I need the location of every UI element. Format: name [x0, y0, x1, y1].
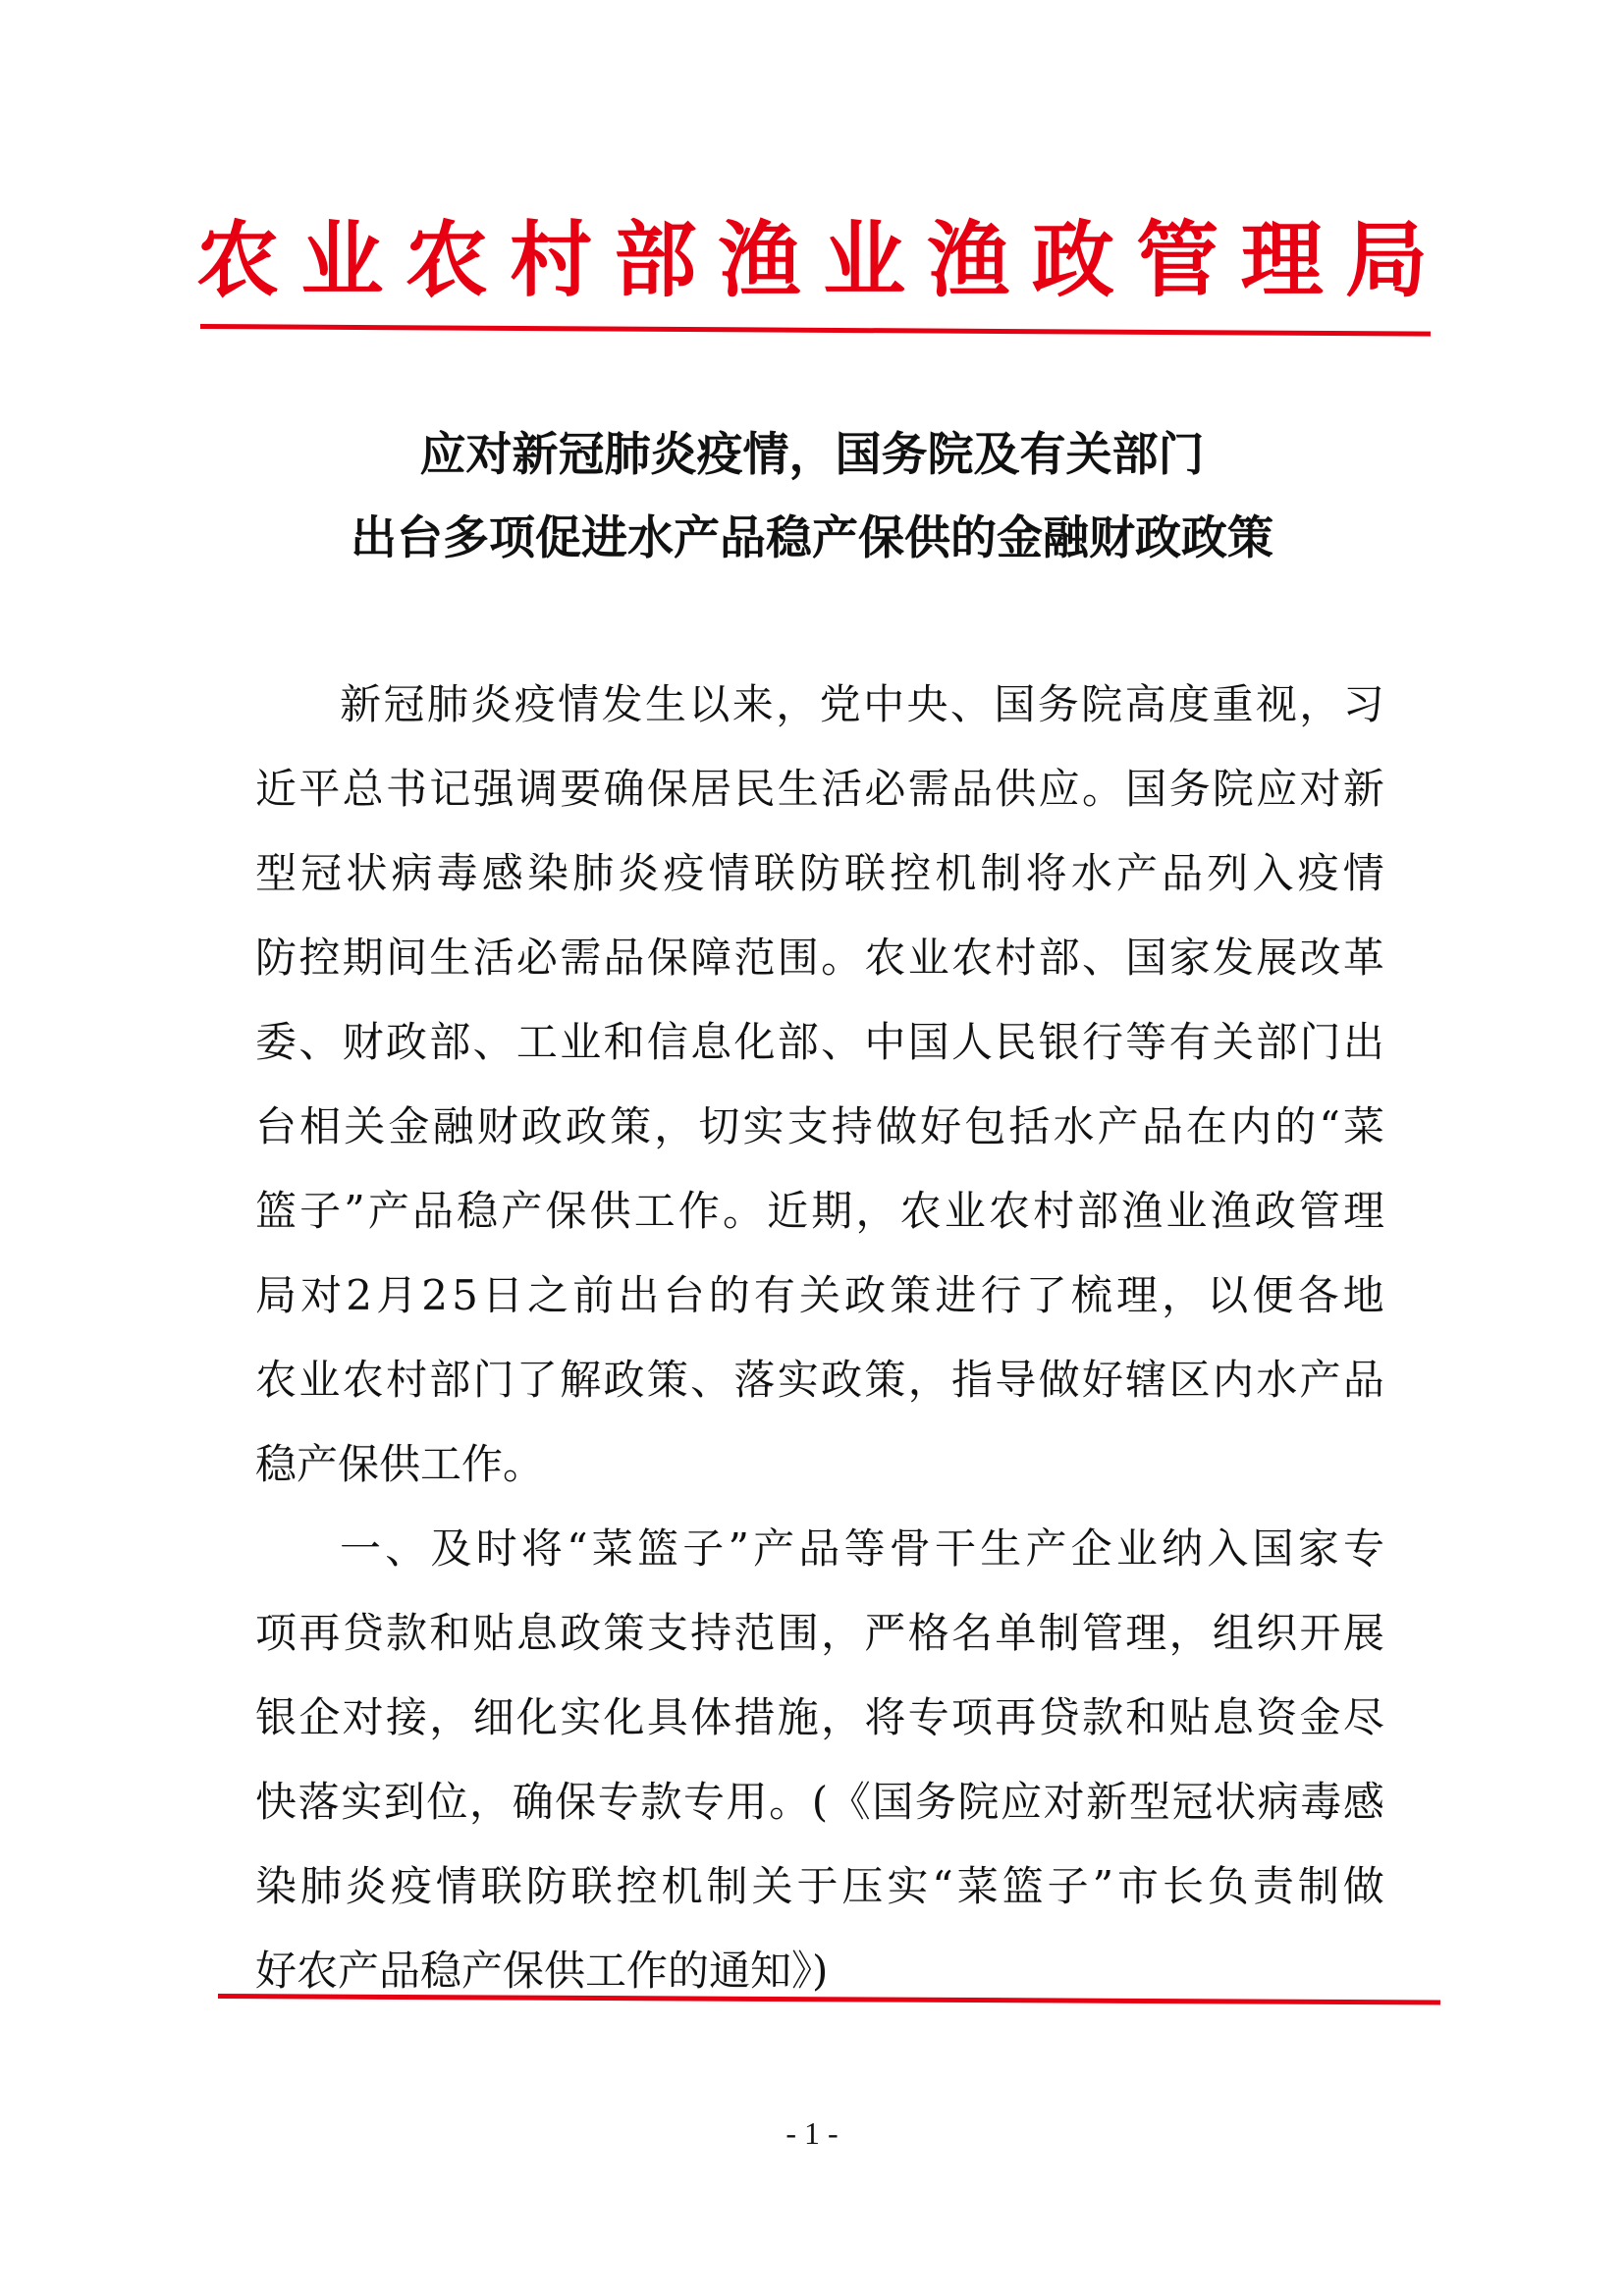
- document-title-line-1: 应对新冠肺炎疫情，国务院及有关部门: [419, 428, 1205, 482]
- body-line: 稳产保供工作。: [255, 1440, 545, 1488]
- body-line: 一 、 及 时 将 “ 菜 篮 子 ” 产 品 等 骨 干 生 产 企 业 纳 入 国 家 专: [340, 1524, 1384, 1573]
- letterhead-red-rule: [200, 324, 1431, 337]
- body-line: 局 对 2 月 2 5 日 之 前 出 台 的 有 关 政 策 进 行 了 梳 理 ， 以 便 各 地: [255, 1271, 1384, 1319]
- body-line: 委 、 财 政 部 、 工 业 和 信 息 化 部 、 中 国 人 民 银 行 等 有 关 部 门 出: [255, 1018, 1384, 1066]
- body-line: 新 冠 肺 炎 疫 情 发 生 以 来 ， 党 中 央 、 国 务 院 高 度 重 视 ， 习: [340, 680, 1384, 728]
- body-line: 染 肺 炎 疫 情 联 防 联 控 机 制 关 于 压 实 “ 菜 篮 子 ” 市 长 负 责 制 做: [255, 1862, 1384, 1910]
- body-line: 项 再 贷 款 和 贴 息 政 策 支 持 范 围 ， 严 格 名 单 制 管 理 ， 组 织 开 展: [255, 1609, 1384, 1657]
- body-line: 快 落 实 到 位 ， 确 保 专 款 专 用 。 ( 《 国 务 院 应 对 新 型 冠 状 病 毒 感: [255, 1778, 1384, 1826]
- page-number: - 1 -: [785, 2115, 839, 2151]
- letterhead-org-name: 农 业 农 村 部 渔 业 渔 政 管 理 局: [196, 211, 1428, 308]
- body-line: 银 企 对 接 ， 细 化 实 化 具 体 措 施 ， 将 专 项 再 贷 款 和 贴 息 资 金 尽: [255, 1693, 1384, 1741]
- document-title-line-2: 出台多项促进水产品稳产保供的金融财政政策: [351, 511, 1273, 565]
- body-line: 近 平 总 书 记 强 调 要 确 保 居 民 生 活 必 需 品 供 应 。 国 务 院 应 对 新: [255, 765, 1384, 813]
- body-line: 防 控 期 间 生 活 必 需 品 保 障 范 围 。 农 业 农 村 部 、 国 家 发 展 改 革: [255, 934, 1384, 982]
- body-line: 篮 子 ” 产 品 稳 产 保 供 工 作 。 近 期 ， 农 业 农 村 部 渔 业 渔 政 管 理: [255, 1187, 1384, 1235]
- body-line: 台 相 关 金 融 财 政 政 策 ， 切 实 支 持 做 好 包 括 水 产 品 在 内 的 “ 菜: [255, 1102, 1384, 1150]
- body-line: 农 业 农 村 部 门 了 解 政 策 、 落 实 政 策 ， 指 导 做 好 辖 区 内 水 产 品: [255, 1356, 1384, 1404]
- body-line: 好农产品稳产保供工作的通知》): [255, 1947, 829, 1995]
- body-line: 型 冠 状 病 毒 感 染 肺 炎 疫 情 联 防 联 控 机 制 将 水 产 品 列 入 疫 情: [255, 849, 1384, 897]
